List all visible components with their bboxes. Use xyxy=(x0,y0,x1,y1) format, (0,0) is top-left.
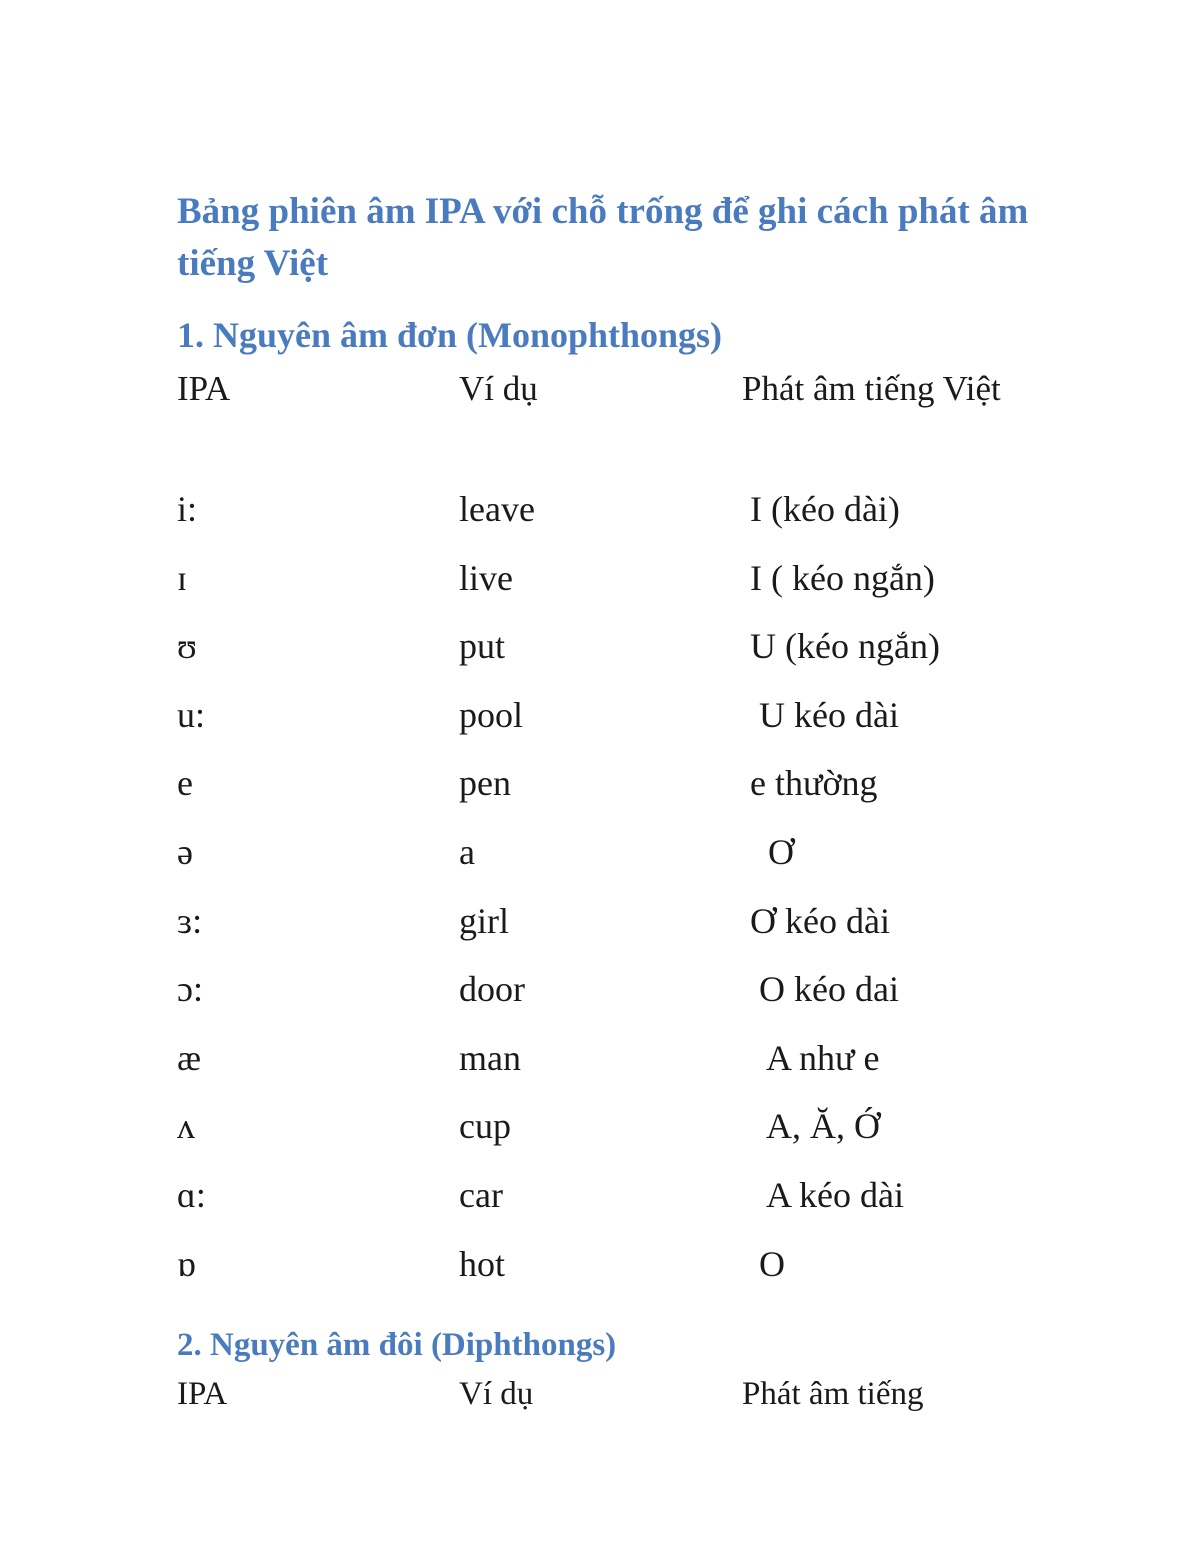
example-word: car xyxy=(459,1174,503,1215)
vietnamese-pronunciation: I ( kéo ngắn) xyxy=(750,557,935,598)
table-row xyxy=(0,754,1200,823)
example-word: leave xyxy=(459,489,535,529)
column-header-example: Ví dụ xyxy=(459,1376,534,1412)
vietnamese-pronunciation: O kéo dai xyxy=(750,969,899,1010)
table-row xyxy=(0,617,1200,686)
example-word: live xyxy=(459,557,513,598)
vietnamese-pronunciation: A, Ă, Ớ xyxy=(750,1106,881,1147)
table-row xyxy=(0,1235,1200,1304)
ipa-symbol: ɒ xyxy=(177,1243,196,1284)
table-row xyxy=(0,480,1200,549)
vietnamese-pronunciation: I (kéo dài) xyxy=(750,489,900,529)
table-row xyxy=(0,823,1200,892)
vietnamese-pronunciation: Ơ xyxy=(750,831,794,872)
ipa-symbol: æ xyxy=(177,1037,202,1078)
table-row xyxy=(0,892,1200,961)
monophthong-table xyxy=(0,480,1200,1303)
section-heading-monophthongs: 1. Nguyên âm đơn (Monophthongs) xyxy=(177,315,723,355)
vietnamese-pronunciation: e thường xyxy=(750,763,878,804)
ipa-symbol: ɑ: xyxy=(177,1174,206,1215)
example-word: cup xyxy=(459,1106,511,1147)
ipa-symbol: ə xyxy=(177,831,193,872)
column-header-vietnamese: Phát âm tiếng Việt xyxy=(742,369,1001,408)
section-heading-diphthongs: 2. Nguyên âm đôi (Diphthongs) xyxy=(177,1327,617,1363)
example-word: a xyxy=(459,831,475,872)
example-word: door xyxy=(459,969,525,1010)
ipa-symbol: u: xyxy=(177,694,206,735)
vietnamese-pronunciation: O xyxy=(750,1243,785,1284)
example-word: pool xyxy=(459,694,524,735)
table-row xyxy=(0,960,1200,1029)
vietnamese-pronunciation: U (kéo ngắn) xyxy=(750,626,940,667)
ipa-symbol: i: xyxy=(177,489,198,529)
document-title: Bảng phiên âm IPA với chỗ trống để ghi cách phát âm tiếng Việt xyxy=(177,191,1029,284)
ipa-symbol: ʊ xyxy=(177,626,197,667)
column-header-example: Ví dụ xyxy=(459,369,538,408)
column-header-ipa: IPA xyxy=(177,369,231,408)
vietnamese-pronunciation: Ơ kéo dài xyxy=(750,900,890,941)
table-row xyxy=(0,686,1200,755)
example-word: pen xyxy=(459,763,511,804)
vietnamese-pronunciation: U kéo dài xyxy=(750,694,899,735)
ipa-symbol: ɪ xyxy=(177,557,188,598)
table-row xyxy=(0,1166,1200,1235)
vietnamese-pronunciation: A kéo dài xyxy=(750,1174,904,1215)
ipa-symbol: e xyxy=(177,763,193,804)
table-row xyxy=(0,1029,1200,1098)
example-word: man xyxy=(459,1037,521,1078)
table-row xyxy=(0,549,1200,618)
example-word: put xyxy=(459,626,506,667)
column-header-ipa: IPA xyxy=(177,1376,228,1412)
ipa-symbol: ɜ: xyxy=(177,900,203,941)
table-row xyxy=(0,1097,1200,1166)
example-word: girl xyxy=(459,900,509,941)
vietnamese-pronunciation: A như e xyxy=(750,1037,880,1078)
ipa-symbol: ʌ xyxy=(177,1106,195,1147)
example-word: hot xyxy=(459,1243,506,1284)
ipa-symbol: ɔ: xyxy=(177,969,203,1010)
column-header-vietnamese: Phát âm tiếng xyxy=(742,1376,924,1412)
